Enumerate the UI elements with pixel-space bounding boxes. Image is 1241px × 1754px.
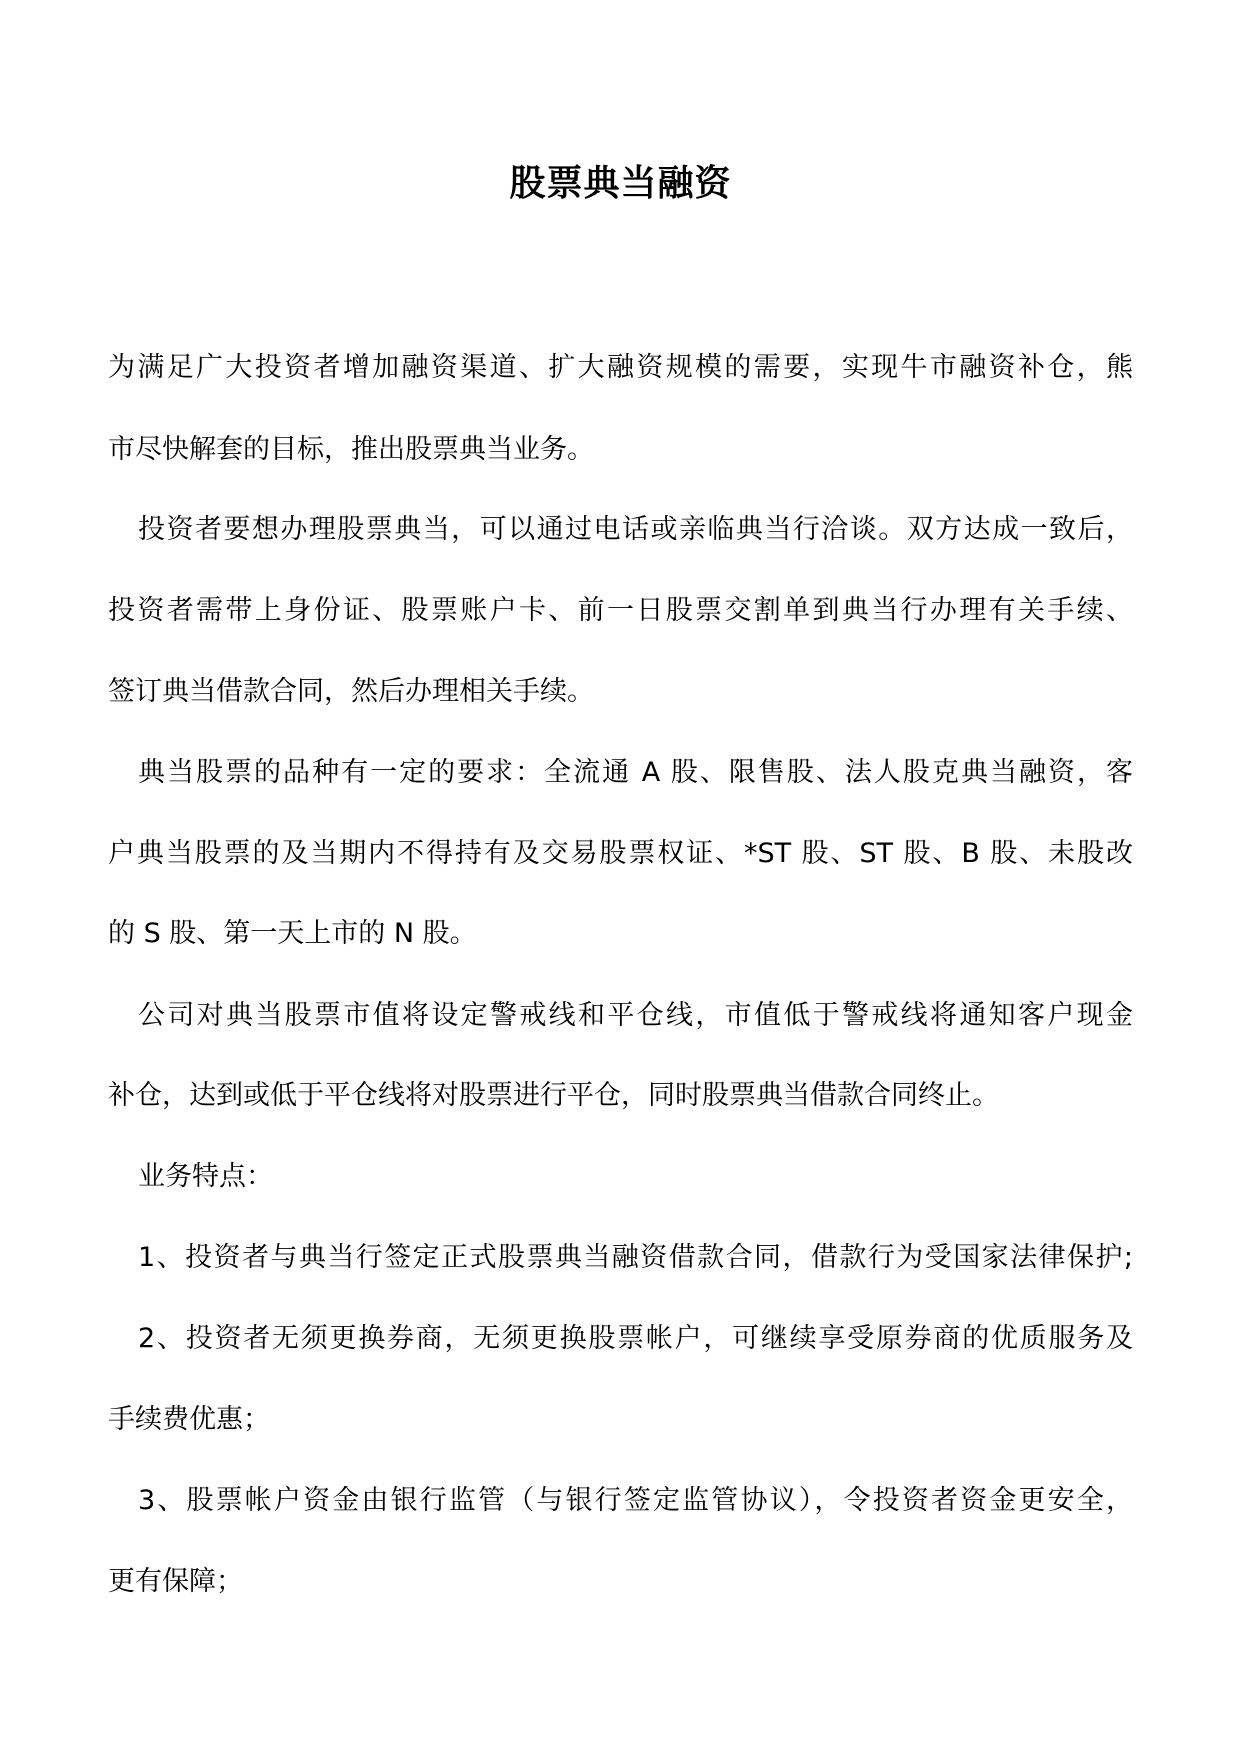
paragraph-line: 投资者要想办理股票典当，可以通过电话或亲临典当行洽谈。双方达成一致后， — [138, 514, 1133, 545]
paragraph-line: 户典当股票的及当期内不得持有及交易股票权证、*ST 股、ST 股、B 股、未股改 — [108, 838, 1133, 869]
paragraph-line: 公司对典当股票市值将设定警戒线和平仓线，市值低于警戒线将通知客户现金 — [138, 1000, 1133, 1031]
list-item: 3、股票帐户资金由银行监管（与银行签定监管协议），令投资者资金更安全， — [138, 1485, 1133, 1516]
list-item: 2、投资者无须更换券商，无须更换股票帐户，可继续享受原券商的优质服务及 — [138, 1323, 1133, 1354]
paragraph-line: 投资者需带上身份证、股票账户卡、前一日股票交割单到典当行办理有关手续、 — [108, 595, 1133, 626]
paragraph-line: 的 S 股、第一天上市的 N 股。 — [108, 918, 477, 949]
section-heading: 业务特点： — [138, 1161, 273, 1192]
list-item-continuation: 手续费优惠； — [108, 1404, 270, 1435]
paragraph-line: 补仓，达到或低于平仓线将对股票进行平仓，同时股票典当借款合同终止。 — [108, 1080, 999, 1111]
paragraph-line: 典当股票的品种有一定的要求：全流通 A 股、限售股、法人股克典当融资，客 — [138, 757, 1133, 788]
paragraph-line: 签订典当借款合同，然后办理相关手续。 — [108, 676, 594, 707]
document-title: 股票典当融资 — [509, 162, 732, 204]
paragraph-line: 市尽快解套的目标，推出股票典当业务。 — [108, 434, 594, 465]
list-item-continuation: 更有保障； — [108, 1566, 243, 1597]
list-item: 1、投资者与典当行签定正式股票典当融资借款合同，借款行为受国家法律保护; — [138, 1242, 1133, 1273]
paragraph-line: 为满足广大投资者增加融资渠道、扩大融资规模的需要，实现牛市融资补仓，熊 — [108, 352, 1133, 383]
